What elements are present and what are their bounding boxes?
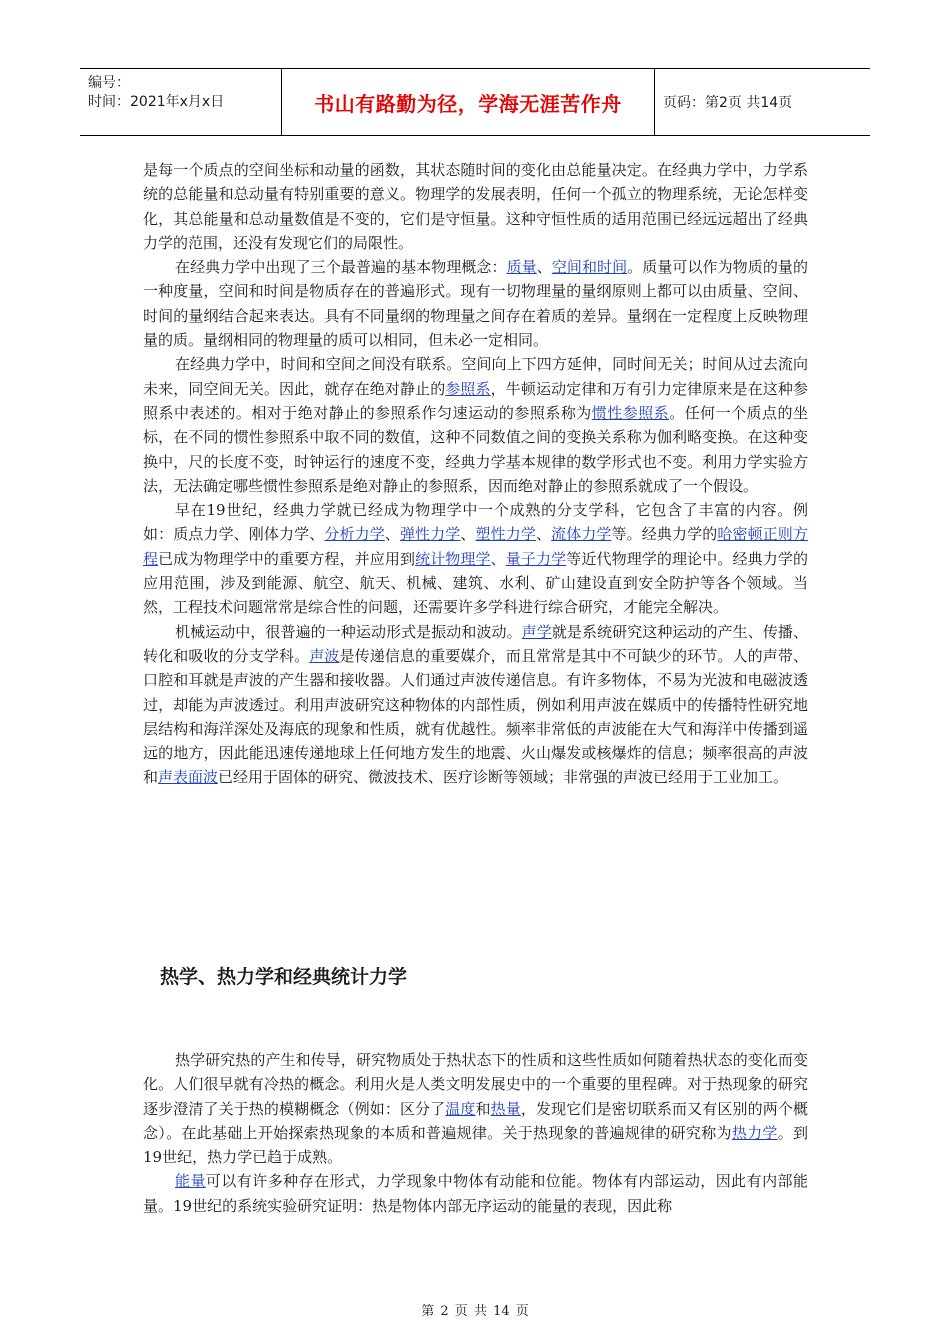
paragraph-7 xyxy=(143,1169,808,1218)
footer-text: 页 xyxy=(515,1304,529,1319)
link-temperature[interactable]: 温度 xyxy=(445,1099,476,1118)
link-quantum-mechanics[interactable]: 量子力学 xyxy=(505,549,567,568)
paragraph-6 xyxy=(143,1048,808,1169)
time-label: 时间：2021年x月x日 xyxy=(88,94,225,110)
link-sound-wave[interactable]: 声波 xyxy=(309,646,340,665)
link-heat[interactable]: 热量 xyxy=(490,1099,521,1118)
link-analytical-mechanics[interactable]: 分析力学 xyxy=(324,525,385,544)
text: 是传递信息的重要媒介，而且常常是其中不可缺少的环节。人的声带、口腔和耳就是声波的产生器和接收器。人们通过声波传递信息。有许多物体，不易为光波和电磁波透过，却能为声波透过。利用声波研究这种物体的内部性质，例如利用声波在媒质中的传播特性研究地层结构和海洋深处及海底的现象和性质，就有优越性。频率非常低的声波能在大气和海洋中传播到遥远的地方，因此能迅速传递地球上任何地方发生的地震、火山爆发或核爆炸的信息；频率很高的声波和 xyxy=(143,646,808,787)
page-footer xyxy=(0,1300,950,1319)
link-plasticity[interactable]: 塑性力学 xyxy=(475,525,536,544)
text: 已成为物理学中的重要方程，并应用到 xyxy=(158,549,416,568)
link-surface-acoustic-wave[interactable]: 声表面波 xyxy=(158,768,219,787)
link-energy[interactable]: 能量 xyxy=(175,1172,206,1191)
motto: 书山有路勤为径，学海无涯苦作舟 xyxy=(282,69,655,135)
footer-text: 第 xyxy=(421,1304,435,1319)
footer-text: 共 xyxy=(473,1304,487,1319)
text: 在经典力学中出现了三个最普遍的基本物理概念： xyxy=(175,258,507,277)
text: 机械运动中，很普遍的一种运动形式是振动和波动。 xyxy=(175,622,522,641)
text: 已经用于固体的研究、微波技术、医疗诊断等领域；非常强的声波已经用于工业加工。 xyxy=(218,768,789,787)
text: 、 xyxy=(490,549,506,568)
paragraph-5 xyxy=(143,620,808,790)
link-elasticity[interactable]: 弹性力学 xyxy=(399,525,461,544)
text: 。到19世纪，热力学已趋于成熟。 xyxy=(143,1123,808,1167)
paragraph-2 xyxy=(143,255,808,352)
text: ，牛顿运动定律和万有引力定律原来是在这种参照系中表述的。相对于绝对静止的参照系作匀速运动的参照系称为 xyxy=(143,379,808,422)
text: 可以有许多种存在形式，力学现象中物体有动能和位能。物体有内部运动，因此有内部能量。19世纪的系统实验研究证明：热是物体内部无序运动的能量的表现，因此称 xyxy=(143,1172,808,1215)
link-thermodynamics[interactable]: 热力学 xyxy=(731,1123,778,1142)
section-content xyxy=(143,1048,808,1218)
text: 早在19世纪，经典力学就已经成为物理学中一个成熟的分支学科，它包含了丰富的内容。例如：质点力学、刚体力学、 xyxy=(143,501,808,544)
link-inertial-frame[interactable]: 惯性参照系 xyxy=(591,403,670,422)
text: 。质量可以作为物质的量的一种度量，空间和时间是物质存在的普遍形式。现有一切物理量的量纲原则上都可以由质量、空间、时间的量纲结合起来表达。具有不同量纲的物理量之间存在着质的差异。量纲在一定程度上反映物理量的质。量纲相同的物理量的质可以相同，但未必一定相同。 xyxy=(143,258,808,350)
text: ，发现它们是密切联系而又有区别的两个概念）。在此基础上开始探索热现象的本质和普遍规律。关于热现象的普遍规律的研究称为 xyxy=(143,1099,808,1142)
link-space-time[interactable]: 空间和时间 xyxy=(551,258,628,277)
paragraph-1 xyxy=(143,158,808,255)
paragraph-4 xyxy=(143,498,808,619)
link-reference-frame[interactable]: 参照系 xyxy=(445,379,491,398)
link-acoustics[interactable]: 声学 xyxy=(521,622,552,641)
main-content xyxy=(143,158,808,790)
text: 和 xyxy=(475,1099,491,1118)
link-hamilton-equations[interactable]: 哈密顿正则方程 xyxy=(143,525,808,568)
text: 、 xyxy=(460,525,476,544)
link-statistical-physics[interactable]: 统计物理学 xyxy=(415,549,491,568)
footer-total-pages: 14 xyxy=(493,1304,510,1319)
section-title: 热学、热力学和经典统计力学 xyxy=(160,966,408,988)
page-info: 页码：第2页 共14页 xyxy=(663,95,793,111)
footer-text: 页 xyxy=(454,1304,468,1319)
text: 、 xyxy=(384,525,400,544)
text: 等近代物理学的理论中。经典力学的应用范围，涉及到能源、航空、航天、机械、建筑、水利、矿山建设直到安全防护等各个领域。当然，工程技术问题常常是综合性的问题，还需要许多学科进行综合研究，才能完全解决。 xyxy=(143,549,808,617)
text: 热学研究热的产生和传导，研究物质处于热状态下的性质和这些性质如何随着热状态的变化而变化。人们很早就有冷热的概念。利用火是人类文明发展史中的一个重要的里程碑。对于热现象的研究逐步澄清了关于热的模糊概念（例如：区分了 xyxy=(143,1051,808,1118)
link-fluid-mechanics[interactable]: 流体力学 xyxy=(551,525,612,544)
header-table xyxy=(80,68,870,136)
footer-page-number: 2 xyxy=(440,1304,449,1319)
text: 就是系统研究这种运动的产生、传播、转化和吸收的分支学科。 xyxy=(143,622,808,665)
header-meta-cell xyxy=(80,69,282,135)
text: 等。经典力学的 xyxy=(611,525,718,544)
paragraph-3 xyxy=(143,352,808,498)
text: 、 xyxy=(535,525,552,544)
link-mass[interactable]: 质量 xyxy=(506,258,537,277)
text: 在经典力学中，时间和空间之间没有联系。空间向上下四方延伸，同时间无关；时间从过去流向未来，同空间无关。因此，就存在绝对静止的 xyxy=(143,355,808,398)
text: 是每一个质点的空间坐标和动量的函数，其状态随时间的变化由总能量决定。在经典力学中，力学系统的总能量和总动量有特别重要的意义。物理学的发展表明，任何一个孤立的物理系统，无论怎样变化，其总能量和总动量数值是不变的，它们是守恒量。这种守恒性质的适用范围已经远远超出了经典力学的范围，还没有发现它们的局限性。 xyxy=(143,161,808,252)
text: 。任何一个质点的坐标，在不同的惯性参照系中取不同的数值，这种不同数值之间的变换关系称为伽利略变换。在这种变换中，尺的长度不变，时钟运行的速度不变，经典力学基本规律的数学形式也不变。利用力学实验方法，无法确定哪些惯性参照系是绝对静止的参照系，因而绝对静止的参照系就成了一个假设。 xyxy=(143,403,808,495)
text: 、 xyxy=(536,258,552,277)
number-label: 编号： xyxy=(88,75,130,91)
